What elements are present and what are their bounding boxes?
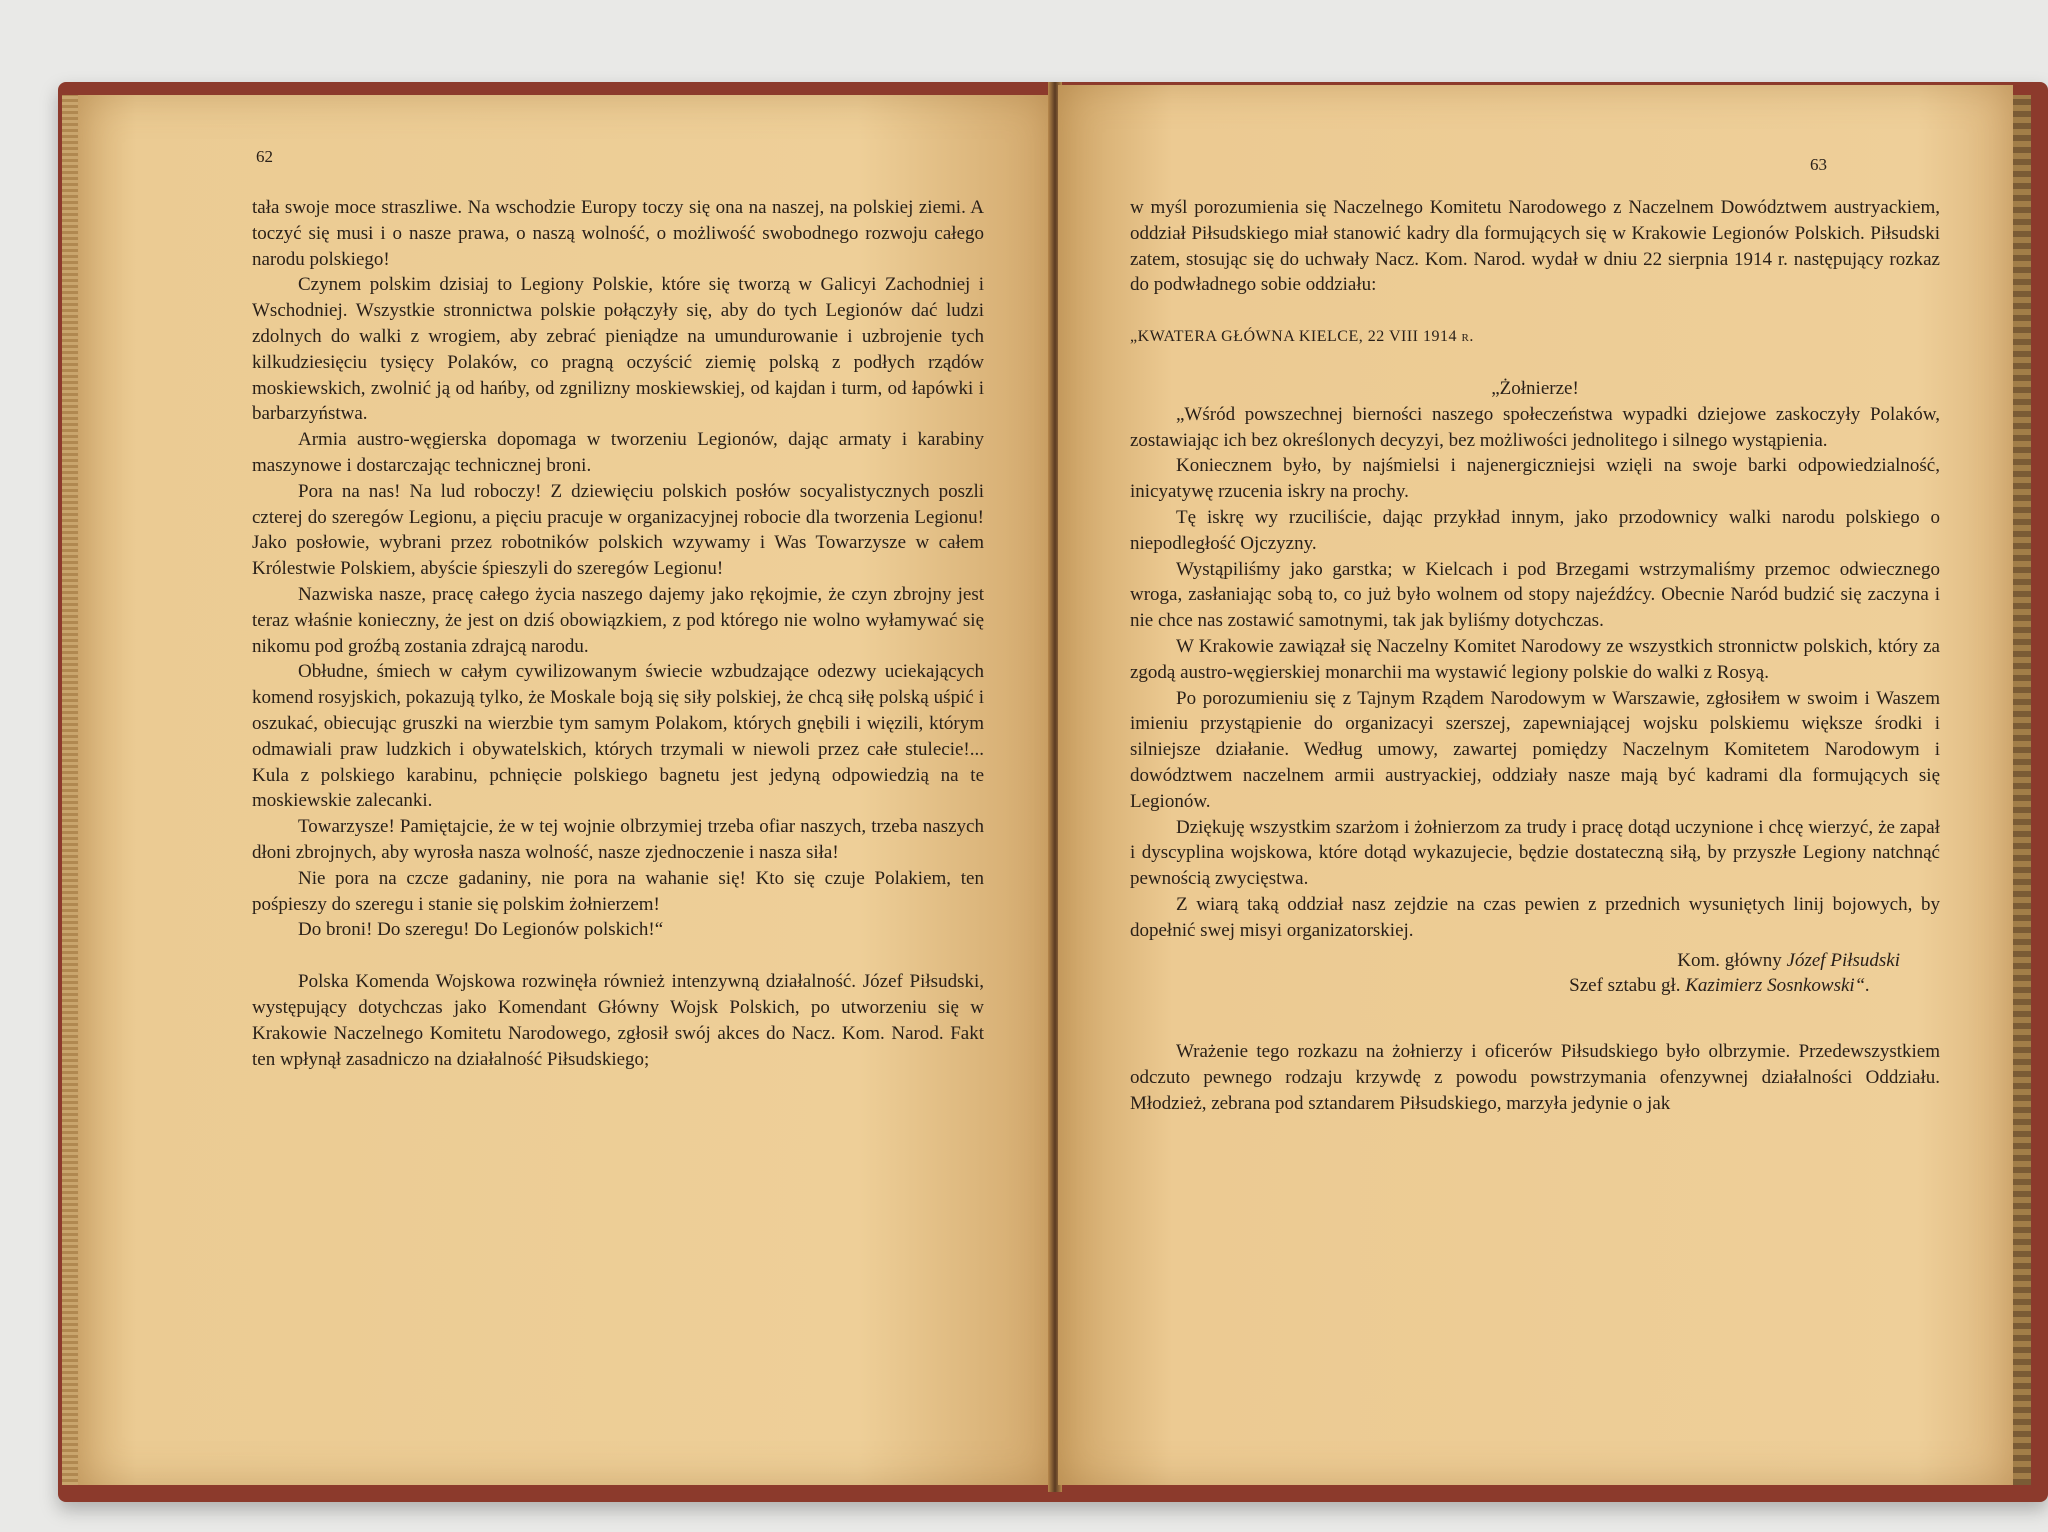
paragraph: Armia austro-węgierska dopomaga w tworzeniu Legionów, dając armaty i karabiny maszynowe i dostarczając technicznej broni. [252, 429, 984, 476]
page-number-left: 62 [256, 147, 273, 166]
paragraph: Wrażenie tego rozkazu na żołnierzy i oficerów Piłsudskiego było olbrzymie. Przedewszystkiem odczuto pewnego rodzaju krzywdę z powodu powstrzymania ofenzywnej działalności Oddziału. Młodzież, zebrana pod sztandarem Piłsudskiego, marzyła jedynie o jak [1130, 1041, 1940, 1114]
signature-name: Józef Piłsudski [1786, 949, 1900, 971]
order-salutation: „Żołnierze! [1491, 377, 1579, 399]
paragraph: Dziękuję wszystkim szarżom i żołnierzom za trudy i pracę dotąd uczynione i chcę wierzyć, że zapał i dyscyplina wojskowa, które dotąd wykazujecie, będzie dostateczną siłą, by przyszłe Legiony natchnąć pewnością zwycięstwa. [1130, 816, 1940, 890]
paragraph: Po porozumieniu się z Tajnym Rządem Narodowym w Warszawie, zgłosiłem w swoim i Waszem imieniu przystąpienie do organizacyi szerszej, zapewniającej wojsku polskiemu większe środki i silniejsze działanie. Według umowy, zawartej pomiędzy Naczelnym Komitetem Narodowym i dowództwem naczelnem armii austryackiej, oddziały nasze mają być kadrami dla formujących się Legionów. [1130, 687, 1940, 812]
signature-name: Kazimierz Sosnkowski“. [1685, 975, 1870, 997]
paragraph: Obłudne, śmiech w całym cywilizowanym świecie wzbudzające odezwy uciekających komend rosyjskich, pokazują tylko, że Moskale boją się siły polskiej, że chcą siłę polską uśpić i oszukać, obiecując gruszki na wierzbie tym samym Polakom, których gnębili i więzili, którym odmawiali praw ludzkich i obywatelskich, których trzymali w niewoli przez całe stulecie!... Kula z polskiego karabinu, pchnięcie polskiego bagnetu jest jedyną odpowiedzią na te moskiewskie zalecanki. [252, 661, 984, 812]
paragraph: Nazwiska nasze, pracę całego życia naszego dajemy jako rękojmie, że czyn zbrojny jest teraz właśnie konieczny, że jest on dziś obowiązkiem, z pod którego nie wolno wyłamywać się nikomu pod groźbą zostania zdrajcą narodu. [252, 583, 984, 657]
page-edges-right [2013, 95, 2031, 1485]
paragraph: Do broni! Do szeregu! Do Legionów polskich!“ [298, 919, 664, 941]
right-page [1058, 85, 2013, 1485]
paragraph: Polska Komenda Wojskowa rozwinęła również intenzywną działalność. Józef Piłsudski, występujący dotychczas jako Komendant Główny Wojsk Polskich, po utworzeniu się w Krakowie Naczelnego Komitetu Narodowego, zgłosił swój akces do Nacz. Kom. Narod. Fakt ten wpłynął zasadniczo na działalność Piłsudskiego; [252, 971, 984, 1070]
signature-line [1130, 948, 1940, 974]
paragraph: Czynem polskim dzisiaj to Legiony Polskie, które się tworzą w Galicyi Zachodniej i Wschodniej. Wszystkie stronnictwa polskie połączyły się, aby do tych Legionów dać ludzi zdolnych do walki z wrogiem, aby zebrać pieniądze na umundurowanie i uzbrojenie tych kilkudziesięciu tysięcy Polaków, co pragną oczyścić ziemię polską z podłych rządów moskiewskich, zwolnić ją od hańby, od zgnilizny moskiewskiej, od kajdan i turm, od łapówki i barbarzyństwa. [252, 274, 984, 425]
paragraph: W Krakowie zawiązał się Naczelny Komitet Narodowy ze wszystkich stronnictw polskich, który za zgodą austro-węgierskiej monarchii ma wystawić legiony polskie do walki z Rosyą. [1130, 635, 1940, 683]
paragraph: Towarzysze! Pamiętajcie, że w tej wojnie olbrzymiej trzeba ofiar naszych, trzeba naszych dłoni zbrojnych, aby wyrosła nasza wolność, nasze zjednoczenie i nasza siła! [252, 816, 984, 863]
paragraph: Z wiarą taką oddział nasz zejdzie na czas pewien z przednich wysuniętych linij bojowych, by dopełnić swej misyi organizatorskiej. [1130, 893, 1940, 941]
paragraph: Tę iskrę wy rzuciliście, dając przykład innym, jako przodownicy walki narodu polskiego o niepodległość Ojczyzny. [1130, 506, 1940, 554]
paragraph: Wystąpiliśmy jako garstka; w Kielcach i pod Brzegami wstrzymaliśmy przemoc odwiecznego wroga, zasłaniając sobą to, co już było wolnem od stopy najeźdźcy. Obecnie Naród budzić się zaczyna i nie chce nas zostawić samotnymi, tak jak byliśmy dotychczas. [1130, 558, 1940, 632]
paragraph: Nie pora na czcze gadaniny, nie pora na wahanie się! Kto się czuje Polakiem, ten pośpieszy do szeregu i stanie się polskim żołnierzem! [252, 867, 984, 915]
order-header: „KWATERA GŁÓWNA KIELCE, 22 VIII 1914 r. [1130, 328, 1474, 346]
left-page [78, 95, 1053, 1485]
right-page-text [1130, 195, 1940, 1117]
signature-title: Szef sztabu gł. [1569, 975, 1681, 997]
paragraph: tała swoje moce straszliwe. Na wschodzie Europy toczy się ona na naszej, na polskiej ziemi. A toczyć się musi i o nasze prawa, o naszą wolność, o możliwość swobodnego rozwoju całego narodu polskiego! [252, 197, 984, 270]
paragraph: Koniecznem było, by najśmielsi i najenergiczniejsi wzięli na swoje barki odpowiedzialność, inicyatywę rzucenia iskry na prochy. [1130, 455, 1940, 503]
paragraph: w myśl porozumienia się Naczelnego Komitetu Narodowego z Naczelnem Dowództwem austryackiem, oddział Piłsudskiego miał stanowić kadry dla formujących się w Krakowie Legionów Polskich. Piłsudski zatem, stosując się do uchwały Nacz. Kom. Narod. wydał w dniu 22 sierpnia 1914 r. następujący rozkaz do podwładnego sobie oddziału: [1130, 197, 1940, 296]
paragraph: Pora na nas! Na lud roboczy! Z dziewięciu polskich posłów socyalistycznych poszli czterej do szeregów Legionu, a pięciu pracuje w organizacyjnej robocie dla tworzenia Legionu! Jako posłowie, wybrani przez robotników polskich wzywamy i Was Towarzysze w całem Królestwie Polskiem, abyście śpieszyli do szeregów Legionu! [252, 480, 984, 580]
left-page-text [252, 195, 984, 1072]
signature-line [1130, 973, 1940, 999]
signature-title: Kom. główny [1677, 949, 1782, 971]
paragraph: „Wśród powszechnej bierności naszego społeczeństwa wypadki dziejowe zaskoczyły Polaków, zostawiając ich bez określonych decyzyi, bez możliwości jednolitego i silnego wystąpienia. [1130, 403, 1940, 451]
page-number-right: 63 [1810, 155, 1827, 174]
